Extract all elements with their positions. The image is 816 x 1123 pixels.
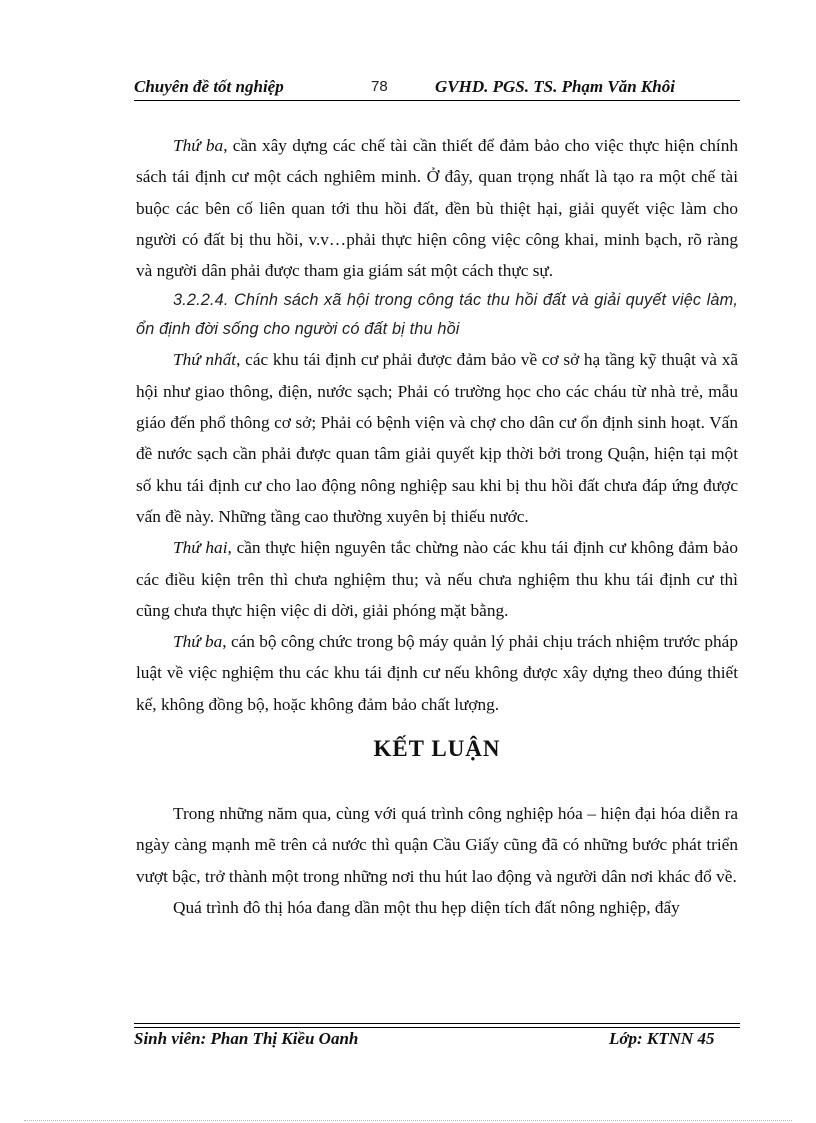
paragraph-2-lead: Thứ nhất <box>173 350 237 370</box>
paragraph-2 <box>136 344 738 532</box>
header-advisor: GVHD. PGS. TS. Phạm Văn Khôi <box>435 77 675 96</box>
spacer <box>136 778 738 798</box>
paragraph-3 <box>136 532 738 626</box>
footer-rule-bottom <box>134 1027 740 1028</box>
footer-student: Sinh viên: Phan Thị Kiều Oanh <box>134 1029 359 1048</box>
paragraph-3-lead: Thứ hai <box>173 538 228 558</box>
footer-rule-top <box>134 1023 740 1024</box>
page-number: 78 <box>371 78 388 95</box>
header-thesis-label: Chuyên đề tốt nghiệp <box>134 77 284 96</box>
paragraph-5: Trong những năm qua, cùng với quá trình công nghiệp hóa – hiện đại hóa diễn ra ngày càng mạnh mẽ trên cả nước thì quận Cầu Giấy cũng đã có những bước phát triển vượt bậc, trở thành một trong những nơi thu hút lao động và người dân nơi khác đổ về. <box>136 804 738 886</box>
paragraph-4-text: , cán bộ công chức trong bộ máy quản lý phải chịu trách nhiệm trước pháp luật về việc nghiệm thu các khu tái định cư nếu không được xây dựng theo đúng thiết kế, không đồng bộ, hoặc không đảm bảo chất lượng. <box>136 632 738 714</box>
conclusion-title: KẾT LUẬN <box>373 736 501 762</box>
paragraph-2-text: , các khu tái định cư phải được đảm bảo về cơ sở hạ tầng kỹ thuật và xã hội như giao thông, điện, nước sạch; Phải có trường học cho các cháu từ nhà trẻ, mẫu giáo đến phổ thông cơ sở; Phải có bệnh viện và chợ cho dân cư ổn định sinh hoạt. Vấn đề nước sạch cần phải được quan tâm giải quyết kịp thời bởi trong Quận, hiện tại một số khu tái định cư cho lao động nông nghiệp sau khi bị thu hồi đất chưa đáp ứng được vấn đề này. Những tầng cao thường xuyên bị thiếu nước. <box>136 350 738 526</box>
paragraph-4-lead: Thứ ba <box>173 632 223 652</box>
page-header <box>134 74 740 101</box>
footer-class: Lớp: KTNN 45 <box>609 1029 715 1048</box>
paragraph-1-lead: Thứ ba <box>173 136 224 155</box>
page-body <box>136 130 738 923</box>
paragraph-6: Quá trình đô thị hóa đang dần một thu hẹp diện tích đất nông nghiệp, đẩy <box>173 897 680 917</box>
section-subheading: 3.2.2.4. Chính sách xã hội trong công tác thu hồi đất và giải quyết việc làm, ổn định đời sống cho người có đất bị thu hồi <box>136 291 738 339</box>
paragraph-1-text: , cần xây dựng các chế tài cần thiết để đảm bảo cho việc thực hiện chính sách tái định cư một cách nghiêm minh. Ở đây, quan trọng nhất là tạo ra một chế tài buộc các bên cố liên quan tới thu hồi đất, đền bù thiệt hại, giải quyết việc làm cho người có đất bị thu hồi, v.v…phải thực hiện công việc công khai, minh bạch, rõ ràng và người dân phải được tham gia giám sát một cách thực sự. <box>136 136 738 281</box>
paragraph-3-text: , cần thực hiện nguyên tắc chừng nào các khu tái định cư không đảm bảo các điều kiện trên thì chưa nghiệm thu; và nếu chưa nghiệm thu khu tái định cư thì cũng chưa thực hiện việc di dời, giải phóng mặt bằng. <box>136 538 738 620</box>
paragraph-4 <box>136 626 738 720</box>
page-edge-divider <box>24 1120 792 1121</box>
paragraph-1 <box>136 130 738 286</box>
